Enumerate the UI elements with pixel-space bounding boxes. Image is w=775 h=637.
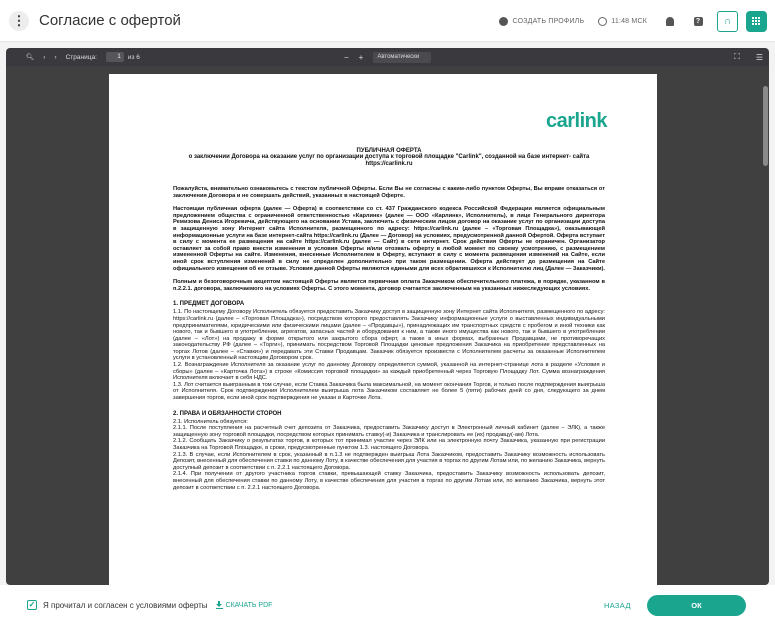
headset-icon: ∩ bbox=[723, 15, 732, 27]
warning-paragraph: Пожалуйста, внимательно ознакомьтесь с текстом публичной Оферты. Если Вы не согласны с каким-либо пунктом Оферты, Вы вправе отказаться от заключения Договора и не совершать действий, указанных в настоящей Оферте. bbox=[173, 186, 605, 199]
section-1-heading: 1. ПРЕДМЕТ ДОГОВОРА bbox=[173, 301, 245, 308]
zoom-in-button[interactable]: + bbox=[358, 52, 364, 62]
top-bar bbox=[0, 0, 775, 42]
zoom-out-button[interactable]: − bbox=[344, 52, 349, 62]
create-profile-label: СОЗДАТЬ ПРОФИЛЬ bbox=[512, 17, 585, 25]
section-1-text: 1.1. По настоящему Договору Исполнитель обязуется предоставить Заказчику доступ в защищенную зону Интернет сайта Исполнителя, размещенного по адресу: https://carlink.ru (далее – «Торговая Площадка»), посредством которого предоставлять Заказчику информационные услуги о выставленных индивидуальными предпринимателями, юридическими или физическими лицами (далее – «Продавцы»), принадлежащих им транспортных средств с пробегом и иной техники как нового, так и бывшего в употреблении, агрегатов, запасных частей и оборудования к ним, а также иного имущества как нового, так и бывшего в употреблении (далее – «Лот») на продажу в форме открытого или закрытого сбора оферт, а также в иных формах, выбранных Продавцами, не противоречащих законодательству РФ (далее – «Торги»), принимать посредством Торговой Площадки ценовые предложения Заказчика на приобретение представленных на торгах Лотов (далее – «Ставки») и передавать эти Ставки Продавцам. Заказчик обязуется произвести с Исполнителем расчеты за оказанные Исполнителем услуги в установленный настоящим Договором срок. 1.2. Вознаграждение Исполнителя за оказание услуг по данному Договору определяется суммой, указанной на интернет-странице лота в разделе «Условия и сборы» (далее – «Карточка Лота») в строке «Комиссия торговой площадки» за каждый приобретенный через Торговую Площадку Лот. Сумма вознаграждения Исполнителя включает в себя НДС. 1.3. Лот считается выигранным в том случае, если Ставка Заказчика была максимальной, на момент окончания Торгов, и только после подтверждения выигрыша от Исполнителя. Срок подтверждения Исполнителем выигрыша лота Заказчиком составляет не более 5 (пяти) рабочих дней со дня, следующего за днем завершения торгов, если иной срок подтверждения не указан в Карточке Лота. bbox=[173, 309, 605, 402]
intro-paragraph: Настоящая публичная оферта (далее — Оферта) в соответствии со ст. 437 Гражданского кодекса Российской Федерации является официальным предложением общества с ограниченной ответственностью «Карлинк» (далее — ООО «Карлинк», Исполнитель), в лице Генерального директора Ремизова Дениса Игоревича, действующего на основании Устава, заключить с физическим лицом договор на оказание услуг по организации доступа в защищенную зону Интернет сайта Исполнителя, размещенного по адресу: https://carlink.ru (далее – «Торговая Площадка»), оказывающей информационные услуги на базе интернет-сайта https://carlink.ru (Далее — Договор) на условиях, предусмотренной данной Офертой. Оферта вступает в силу с момента ее размещения на сайте https://carlink.ru (далее — Сайт) в сети интернет. Срок действия Оферты не ограничен. Организатор оставляет за собой право внести изменения в условия Оферты и/или отозвать оферту в любой момент по своему усмотрению, с размещением измененной Оферты на сайте. Изменения, внесенные Исполнителем в Оферту, вступают в силу с момента размещения изменений на Сайте, если иной срок вступления изменений в силу не определен дополнительно при таком размещении. Оферта действует до размещения на Сайте официального извещения об ее отзыве. Условия данной Оферты являются едиными для всех обратившихся к Исполнителю лиц (Далее — Заказчики). bbox=[173, 206, 605, 272]
page-total: из 6 bbox=[127, 53, 140, 61]
time-label: 11:48 МСК bbox=[611, 17, 647, 25]
create-profile-button[interactable] bbox=[499, 17, 584, 26]
menu-icon[interactable]: ⋮ bbox=[9, 11, 29, 31]
back-button[interactable]: НАЗАД bbox=[604, 601, 631, 610]
zoom-select[interactable]: Автоматически bbox=[373, 52, 431, 63]
carlink-logo: carlink bbox=[546, 110, 607, 132]
agree-label: Я прочитал и согласен с условиями оферты bbox=[43, 600, 208, 610]
prev-page-icon[interactable]: ‹ bbox=[43, 53, 46, 61]
pdf-page bbox=[109, 74, 657, 585]
bell-icon bbox=[666, 17, 674, 26]
tools-menu-icon[interactable]: ☰ bbox=[755, 52, 763, 62]
support-button[interactable] bbox=[717, 11, 738, 32]
page-number-input[interactable]: 1 bbox=[106, 52, 124, 62]
download-pdf-label: СКАЧАТЬ PDF bbox=[225, 601, 273, 609]
help-icon: ? bbox=[694, 17, 703, 26]
footer-bar bbox=[0, 585, 775, 637]
pdf-document-area[interactable] bbox=[6, 66, 769, 585]
pdf-scrollbar[interactable] bbox=[763, 86, 768, 166]
page-label: Страница: bbox=[65, 53, 97, 61]
ok-button[interactable]: ОК bbox=[647, 595, 746, 616]
section-2-heading: 2. ПРАВА И ОБЯЗАННОСТИ СТОРОН bbox=[173, 410, 282, 417]
pdf-viewer bbox=[6, 48, 769, 585]
fullscreen-icon[interactable]: ⛶ bbox=[734, 52, 740, 61]
agree-checkbox[interactable]: ✓ bbox=[28, 600, 36, 609]
section-2-text: 2.1. Исполнитель обязуется: 2.1.1. После поступления на расчетный счет депозита от Заказчика, предоставить Заказчику доступ в Электронный личный кабинет (далее – ЭЛК), а также защищенную зону торговой площадки, посредством которых принимать ставку(-и) Заказчика и транслировать ее (их) продавцу(-ам) Лота. 2.1.2. Сообщать Заказчику о результатах торгов, в которых тот принимал участие через ЭЛК или на электронную почту Заказчика, указанную при регистрации Заказчика на Торговой Площадке, в сроки, предусмотренные пунктом 1.3. настоящего Договора. 2.1.3. В случае, если Исполнителем в срок, указанный в п.1.3 не подтвержден выигрыш Лота Заказчиком, предоставить Заказчику возможность использовать Депозит, внесенный для обеспечения ставки по данному Лоту, в качестве обеспечения для участия в торгах по другим Лотам или, по желанию Заказчика, вернуть доступный депозит в соответствии с п. 2.2.1 настоящего Договора. 2.1.4. При получении от другого участника торгов ставки, превышающей ставку Заказчика, предоставить Заказчику возможность использовать депозит, внесенный для обеспечения ставки по данному Лоту, в качестве обеспечения для участия в торгах по другим Лотам или, по желанию Заказчика, вернуть этот депозит в соответствии с п. 2.2.1 настоящего Договора. bbox=[173, 418, 605, 491]
apps-grid-icon bbox=[752, 17, 761, 26]
header-actions bbox=[499, 9, 767, 33]
pdf-toolbar bbox=[6, 48, 769, 66]
agree-row bbox=[27, 600, 272, 610]
apps-button[interactable] bbox=[746, 11, 767, 32]
notifications-button[interactable] bbox=[661, 12, 679, 30]
document-subtitle: о заключении Договора на оказание услуг по организации доступа к торговой площадке "Carlink", созданной на базе интернет- сайта https://carlink.ru bbox=[188, 154, 590, 167]
download-icon bbox=[216, 601, 223, 609]
document-title: ПУБЛИЧНАЯ ОФЕРТА bbox=[356, 148, 422, 154]
download-pdf-link[interactable] bbox=[216, 601, 273, 609]
accept-paragraph: Полным и безоговорочным акцептом настоящей Оферты является первичная оплата Заказчиком обеспечительного платежа, в порядке, указанном в п.2.2.1. договора, заключаемого на условиях Оферты. С этого момента, договор считается заключенным на указанных нижеследующих условиях. bbox=[173, 279, 605, 292]
next-page-icon[interactable]: › bbox=[54, 53, 57, 61]
page-title: Согласие с офертой bbox=[39, 12, 181, 29]
time-indicator bbox=[598, 17, 647, 26]
help-button[interactable] bbox=[689, 12, 707, 30]
user-icon bbox=[499, 17, 508, 26]
search-icon[interactable]: 🔍︎ bbox=[26, 54, 35, 61]
clock-icon bbox=[598, 17, 607, 26]
